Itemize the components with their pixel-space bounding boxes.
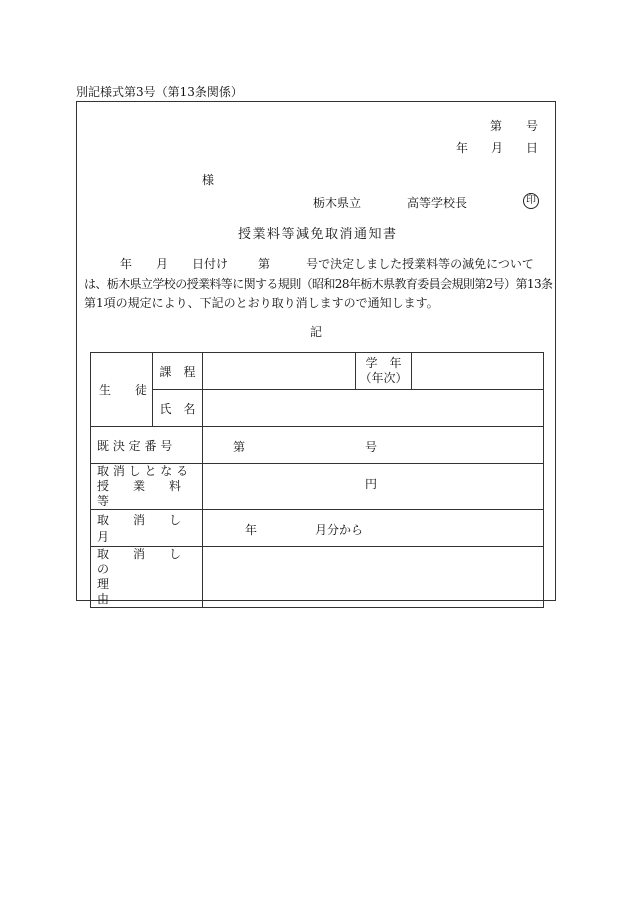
name-label: 氏 名	[159, 401, 196, 416]
grade-value-cell[interactable]	[412, 353, 544, 390]
details-table	[90, 352, 544, 608]
ki-heading: 記	[310, 325, 323, 339]
fee-label-cell	[91, 464, 206, 510]
decision-label-cell	[91, 427, 203, 464]
decision-go: 号	[365, 440, 378, 454]
month-year: 年	[245, 523, 258, 537]
reason-label-2: 理 由	[97, 577, 194, 606]
table-row	[91, 390, 544, 427]
decision-dai: 第	[233, 440, 246, 454]
grade-label-cell	[356, 353, 412, 390]
table-row	[91, 353, 544, 390]
notice-date-year: 年	[456, 141, 469, 155]
seal-mark: 印	[523, 193, 539, 209]
body-dai: 第	[258, 257, 271, 271]
month-suffix: 月分から	[315, 523, 364, 537]
fee-value-cell[interactable]	[203, 464, 544, 510]
month-value-cell[interactable]	[203, 510, 544, 547]
name-value-cell[interactable]	[203, 390, 544, 427]
sender-prefecture: 栃木県立	[313, 196, 362, 210]
student-label: 生 徒	[99, 383, 148, 397]
table-row	[91, 427, 544, 464]
document-title: 授業料等減免取消通知書	[238, 227, 398, 242]
body-year: 年	[120, 257, 133, 271]
decision-value-cell[interactable]	[203, 427, 544, 464]
fee-label-1: 取 消 し と な る	[97, 464, 189, 478]
course-label: 課 程	[159, 364, 196, 379]
name-label-cell	[153, 390, 203, 427]
addressee-suffix: 様	[202, 173, 215, 187]
table-row	[91, 510, 544, 547]
notice-date-day: 日	[526, 141, 539, 155]
grade-label-2: （年次）	[359, 371, 408, 385]
body-line-1-rest: 号で決定しました授業料等の減免について	[306, 257, 534, 271]
notice-number-dai: 第	[490, 119, 503, 133]
notice-date-month: 月	[491, 141, 504, 155]
decision-label: 既 決 定 番 号	[97, 438, 173, 453]
fee-label-2: 授 業 料 等	[97, 479, 206, 508]
form-caption: 別記様式第3号（第13条関係）	[76, 85, 243, 99]
reason-label-cell	[91, 547, 206, 608]
body-dated: 日付け	[192, 257, 229, 271]
notice-body	[84, 255, 553, 314]
notice-number-go: 号	[526, 119, 539, 133]
reason-label-1: 取 消 し の	[97, 547, 206, 576]
grade-label-1: 学 年	[365, 356, 402, 370]
table-row	[91, 547, 544, 608]
student-label-cell	[91, 353, 153, 427]
course-label-cell	[153, 353, 203, 390]
month-label: 取 消 し 月	[97, 513, 206, 544]
body-month: 月	[156, 257, 169, 271]
body-line-3: 第1項の規定により、下記のとおり取り消しますので通知します。	[84, 296, 439, 310]
table-row	[91, 464, 544, 510]
month-label-cell	[91, 510, 206, 547]
sender-title: 高等学校長	[407, 196, 468, 210]
body-line-1	[84, 255, 546, 275]
body-line-2: は、栃木県立学校の授業料等に関する規則（昭和28年栃木県教育委員会規則第2号）第13条	[84, 276, 553, 291]
reason-value-cell[interactable]	[203, 547, 544, 608]
fee-unit: 円	[365, 477, 378, 491]
course-value-cell[interactable]	[203, 353, 356, 390]
